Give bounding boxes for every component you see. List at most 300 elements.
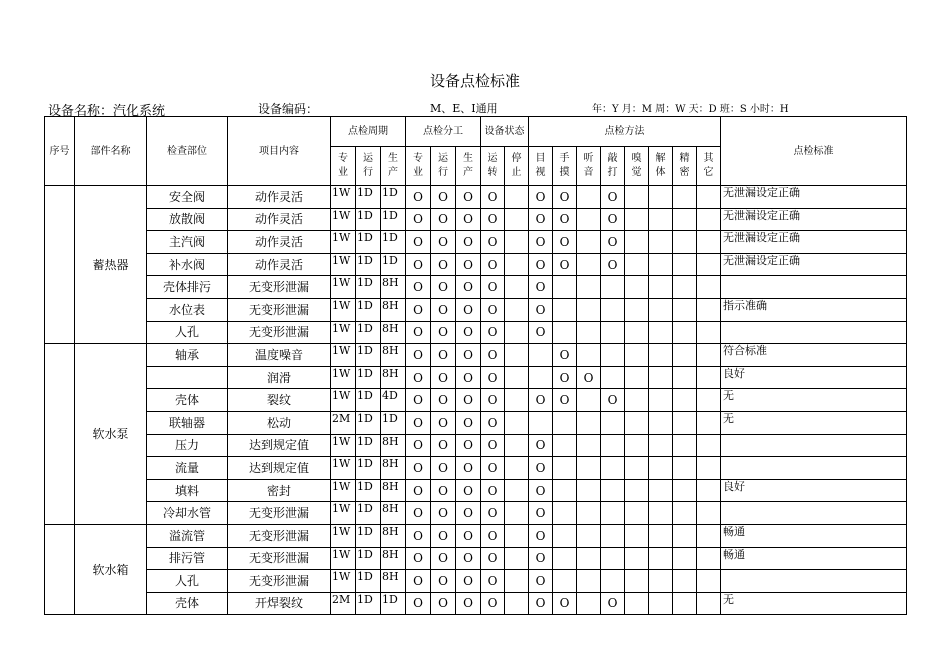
state-mark <box>505 276 529 299</box>
cycle-cell: 1D <box>356 253 381 276</box>
part-cell: 流量 <box>147 457 228 480</box>
method-mark <box>553 321 577 344</box>
part-cell: 压力 <box>147 434 228 457</box>
state-mark <box>505 186 529 209</box>
part-cell: 联轴器 <box>147 411 228 434</box>
division-mark: O <box>456 344 481 367</box>
method-mark <box>625 186 649 209</box>
standard-cell <box>721 276 907 299</box>
method-mark <box>649 231 673 254</box>
cycle-cell: 1D <box>356 208 381 231</box>
item-cell: 无变形泄漏 <box>228 524 331 547</box>
method-mark <box>625 411 649 434</box>
state-mark: O <box>481 389 505 412</box>
division-mark: O <box>406 253 431 276</box>
method-mark: O <box>601 389 625 412</box>
method-mark <box>697 389 721 412</box>
seq-cell <box>45 186 75 344</box>
cycle-cell: 1D <box>356 366 381 389</box>
header-division-group: 点检分工 <box>406 117 481 147</box>
method-mark <box>553 479 577 502</box>
state-mark <box>505 389 529 412</box>
cycle-cell: 1D <box>381 411 406 434</box>
state-mark: O <box>481 479 505 502</box>
method-mark: O <box>529 547 553 570</box>
state-mark: O <box>481 547 505 570</box>
table-row <box>45 592 907 615</box>
division-mark: O <box>406 276 431 299</box>
equipment-name-label: 设备名称： <box>48 104 114 119</box>
method-mark <box>649 186 673 209</box>
method-mark <box>577 231 601 254</box>
division-mark: O <box>456 411 481 434</box>
method-mark: O <box>553 253 577 276</box>
cycle-cell: 8H <box>381 457 406 480</box>
method-mark <box>577 344 601 367</box>
equipment-code-value: M、E、I通用 <box>430 102 498 115</box>
seq-cell <box>45 344 75 525</box>
standard-cell: 符合标准 <box>721 344 907 367</box>
method-mark <box>625 502 649 525</box>
part-cell: 放散阀 <box>147 208 228 231</box>
cycle-cell: 1D <box>356 479 381 502</box>
cycle-cell: 8H <box>381 524 406 547</box>
method-mark: O <box>529 457 553 480</box>
item-cell: 动作灵活 <box>228 186 331 209</box>
method-mark <box>697 366 721 389</box>
method-mark <box>529 411 553 434</box>
component-name: 软水泵 <box>75 344 147 525</box>
division-mark: O <box>456 457 481 480</box>
division-mark: O <box>406 231 431 254</box>
standard-cell: 良好 <box>721 366 907 389</box>
table-row <box>45 389 907 412</box>
cycle-cell: 4D <box>381 389 406 412</box>
state-mark: O <box>481 434 505 457</box>
method-mark <box>577 253 601 276</box>
item-cell: 动作灵活 <box>228 253 331 276</box>
cycle-cell: 1D <box>381 231 406 254</box>
method-mark <box>649 298 673 321</box>
method-mark <box>697 344 721 367</box>
equipment-code-label: 设备编码： <box>258 102 319 116</box>
item-cell: 达到规定值 <box>228 457 331 480</box>
part-cell: 溢流管 <box>147 524 228 547</box>
header-division-2: 生产 <box>456 147 481 186</box>
method-mark <box>553 411 577 434</box>
cycle-cell: 1W <box>331 389 356 412</box>
method-mark <box>625 344 649 367</box>
division-mark: O <box>456 502 481 525</box>
method-mark: O <box>529 592 553 615</box>
division-mark: O <box>406 570 431 593</box>
header-cycle-0: 专业 <box>331 147 356 186</box>
division-mark: O <box>456 321 481 344</box>
method-mark <box>649 547 673 570</box>
state-mark <box>505 208 529 231</box>
method-mark <box>601 457 625 480</box>
method-mark <box>673 524 697 547</box>
method-mark <box>697 457 721 480</box>
standard-cell <box>721 570 907 593</box>
method-mark <box>553 547 577 570</box>
method-mark <box>673 389 697 412</box>
method-mark <box>601 344 625 367</box>
method-mark: O <box>553 231 577 254</box>
state-mark: O <box>481 457 505 480</box>
cycle-cell: 8H <box>381 344 406 367</box>
state-mark: O <box>481 592 505 615</box>
table-row <box>45 366 907 389</box>
method-mark: O <box>601 208 625 231</box>
table-row <box>45 344 907 367</box>
header-method-6: 精密 <box>673 147 697 186</box>
cycle-cell: 8H <box>381 434 406 457</box>
method-mark <box>649 592 673 615</box>
division-mark: O <box>406 298 431 321</box>
header-method-5: 解体 <box>649 147 673 186</box>
header-cycle-2: 生产 <box>381 147 406 186</box>
item-cell: 密封 <box>228 479 331 502</box>
division-mark: O <box>431 479 456 502</box>
method-mark: O <box>529 298 553 321</box>
division-mark: O <box>406 457 431 480</box>
method-mark: O <box>529 253 553 276</box>
cycle-cell: 1D <box>356 411 381 434</box>
method-mark: O <box>601 231 625 254</box>
method-mark <box>649 344 673 367</box>
standard-cell: 畅通 <box>721 524 907 547</box>
division-mark: O <box>456 547 481 570</box>
division-mark: O <box>406 208 431 231</box>
method-mark: O <box>529 389 553 412</box>
method-mark <box>673 479 697 502</box>
method-mark <box>673 457 697 480</box>
method-mark <box>625 298 649 321</box>
method-mark <box>697 479 721 502</box>
cycle-cell: 1W <box>331 524 356 547</box>
method-mark <box>673 366 697 389</box>
cycle-cell: 1D <box>356 547 381 570</box>
method-mark <box>625 457 649 480</box>
item-cell: 动作灵活 <box>228 208 331 231</box>
item-cell: 温度噪音 <box>228 344 331 367</box>
header-state-1: 停止 <box>505 147 529 186</box>
cycle-cell: 1D <box>356 276 381 299</box>
part-cell: 水位表 <box>147 298 228 321</box>
state-mark <box>505 366 529 389</box>
method-mark <box>697 502 721 525</box>
table-row <box>45 253 907 276</box>
cycle-cell: 1W <box>331 479 356 502</box>
method-mark: O <box>529 434 553 457</box>
method-mark <box>625 524 649 547</box>
item-cell: 松动 <box>228 411 331 434</box>
state-mark: O <box>481 524 505 547</box>
cycle-cell: 1W <box>331 457 356 480</box>
method-mark <box>673 547 697 570</box>
division-mark: O <box>456 366 481 389</box>
method-mark: O <box>601 186 625 209</box>
method-mark <box>625 592 649 615</box>
division-mark: O <box>431 570 456 593</box>
part-cell: 填料 <box>147 479 228 502</box>
method-mark <box>577 298 601 321</box>
method-mark <box>601 547 625 570</box>
method-mark <box>625 321 649 344</box>
method-mark <box>553 457 577 480</box>
component-name: 蓄热器 <box>75 186 147 344</box>
method-mark <box>697 208 721 231</box>
cycle-cell: 8H <box>381 366 406 389</box>
method-mark <box>625 253 649 276</box>
division-mark: O <box>406 186 431 209</box>
method-mark <box>625 570 649 593</box>
cycle-cell: 1W <box>331 434 356 457</box>
table-row <box>45 502 907 525</box>
method-mark <box>601 366 625 389</box>
state-mark: O <box>481 231 505 254</box>
part-cell: 轴承 <box>147 344 228 367</box>
header-division-1: 运行 <box>431 147 456 186</box>
method-mark <box>625 547 649 570</box>
cycle-cell: 1W <box>331 208 356 231</box>
header-cycle-1: 运行 <box>356 147 381 186</box>
state-mark <box>505 231 529 254</box>
division-mark: O <box>431 547 456 570</box>
cycle-cell: 8H <box>381 570 406 593</box>
header-standard: 点检标准 <box>721 117 907 186</box>
part-cell: 补水阀 <box>147 253 228 276</box>
method-mark <box>697 253 721 276</box>
state-mark: O <box>481 366 505 389</box>
header-method-0: 目视 <box>529 147 553 186</box>
cycle-cell: 1D <box>356 186 381 209</box>
item-cell: 润滑 <box>228 366 331 389</box>
standard-cell <box>721 434 907 457</box>
division-mark: O <box>456 592 481 615</box>
table-row <box>45 208 907 231</box>
method-mark: O <box>577 366 601 389</box>
method-mark: O <box>529 231 553 254</box>
method-mark <box>577 434 601 457</box>
method-mark <box>601 570 625 593</box>
method-mark: O <box>553 366 577 389</box>
method-mark: O <box>601 253 625 276</box>
state-mark <box>505 434 529 457</box>
item-cell: 无变形泄漏 <box>228 502 331 525</box>
cycle-cell: 1D <box>381 186 406 209</box>
part-cell: 安全阀 <box>147 186 228 209</box>
division-mark: O <box>431 366 456 389</box>
method-mark <box>649 502 673 525</box>
method-mark <box>577 547 601 570</box>
state-mark: O <box>481 570 505 593</box>
method-mark <box>577 208 601 231</box>
method-mark <box>673 186 697 209</box>
method-mark: O <box>553 592 577 615</box>
method-mark <box>553 524 577 547</box>
standard-cell <box>721 321 907 344</box>
cycle-cell: 8H <box>381 276 406 299</box>
method-mark <box>577 321 601 344</box>
method-mark <box>673 344 697 367</box>
method-mark <box>649 389 673 412</box>
standard-cell: 良好 <box>721 479 907 502</box>
state-mark <box>505 253 529 276</box>
division-mark: O <box>431 592 456 615</box>
table-row <box>45 298 907 321</box>
table-row <box>45 231 907 254</box>
header-method-group: 点检方法 <box>529 117 721 147</box>
standard-cell: 无泄漏设定正确 <box>721 186 907 209</box>
method-mark <box>577 389 601 412</box>
cycle-cell: 1W <box>331 344 356 367</box>
standard-cell <box>721 457 907 480</box>
division-mark: O <box>456 479 481 502</box>
method-mark: O <box>529 479 553 502</box>
method-mark <box>625 208 649 231</box>
standard-cell: 畅通 <box>721 547 907 570</box>
method-mark <box>649 434 673 457</box>
standard-cell: 无 <box>721 592 907 615</box>
method-mark <box>577 276 601 299</box>
item-cell: 无变形泄漏 <box>228 321 331 344</box>
standard-cell: 无泄漏设定正确 <box>721 253 907 276</box>
method-mark: O <box>553 208 577 231</box>
cycle-cell: 1D <box>356 570 381 593</box>
state-mark: O <box>481 276 505 299</box>
method-mark <box>649 457 673 480</box>
header-method-3: 敲打 <box>601 147 625 186</box>
division-mark: O <box>406 434 431 457</box>
method-mark <box>697 411 721 434</box>
method-mark <box>625 231 649 254</box>
method-mark <box>625 479 649 502</box>
division-mark: O <box>456 253 481 276</box>
division-mark: O <box>431 253 456 276</box>
header-component: 部件名称 <box>75 117 147 186</box>
division-mark: O <box>406 389 431 412</box>
standard-cell: 指示准确 <box>721 298 907 321</box>
state-mark <box>505 479 529 502</box>
method-mark <box>673 502 697 525</box>
item-cell: 无变形泄漏 <box>228 547 331 570</box>
division-mark: O <box>431 434 456 457</box>
division-mark: O <box>431 524 456 547</box>
seq-cell <box>45 524 75 614</box>
division-mark: O <box>431 389 456 412</box>
cycle-cell: 1W <box>331 321 356 344</box>
standard-cell: 无泄漏设定正确 <box>721 231 907 254</box>
state-mark <box>505 592 529 615</box>
method-mark: O <box>553 186 577 209</box>
cycle-cell: 1D <box>381 208 406 231</box>
method-mark <box>649 321 673 344</box>
division-mark: O <box>406 321 431 344</box>
method-mark: O <box>553 344 577 367</box>
method-mark <box>673 208 697 231</box>
method-mark <box>601 524 625 547</box>
method-mark: O <box>529 321 553 344</box>
division-mark: O <box>406 547 431 570</box>
division-mark: O <box>431 411 456 434</box>
division-mark: O <box>456 186 481 209</box>
state-mark <box>505 547 529 570</box>
method-mark: O <box>601 592 625 615</box>
method-mark <box>601 434 625 457</box>
cycle-cell: 1D <box>356 344 381 367</box>
state-mark <box>505 321 529 344</box>
method-mark <box>697 524 721 547</box>
method-mark <box>649 276 673 299</box>
cycle-cell: 8H <box>381 547 406 570</box>
state-mark: O <box>481 253 505 276</box>
division-mark: O <box>456 276 481 299</box>
state-mark: O <box>481 502 505 525</box>
division-mark: O <box>456 298 481 321</box>
item-cell: 达到规定值 <box>228 434 331 457</box>
method-mark <box>577 457 601 480</box>
method-mark: O <box>529 570 553 593</box>
method-mark <box>553 502 577 525</box>
state-mark: O <box>481 321 505 344</box>
division-mark: O <box>406 524 431 547</box>
method-mark <box>553 276 577 299</box>
method-mark <box>649 366 673 389</box>
division-mark: O <box>456 231 481 254</box>
standard-cell: 无泄漏设定正确 <box>721 208 907 231</box>
cycle-legend: 年：Y 月：M 周：W 天：D 班：S 小时：H <box>592 104 789 115</box>
method-mark <box>649 253 673 276</box>
method-mark <box>577 570 601 593</box>
cycle-cell: 1W <box>331 298 356 321</box>
method-mark <box>601 411 625 434</box>
state-mark <box>505 411 529 434</box>
header-state-0: 运转 <box>481 147 505 186</box>
cycle-cell: 1W <box>331 547 356 570</box>
cycle-cell: 1D <box>381 592 406 615</box>
state-mark <box>505 344 529 367</box>
method-mark <box>697 276 721 299</box>
table-row <box>45 570 907 593</box>
division-mark: O <box>431 231 456 254</box>
header-part: 检查部位 <box>147 117 228 186</box>
method-mark <box>601 479 625 502</box>
equipment-name-value: 汽化系统 <box>113 104 166 119</box>
standard-cell <box>721 502 907 525</box>
method-mark <box>625 389 649 412</box>
division-mark: O <box>406 344 431 367</box>
part-cell <box>147 366 228 389</box>
method-mark <box>649 570 673 593</box>
cycle-cell: 1W <box>331 186 356 209</box>
header-method-2: 听音 <box>577 147 601 186</box>
cycle-cell: 1D <box>356 524 381 547</box>
method-mark: O <box>529 186 553 209</box>
division-mark: O <box>431 208 456 231</box>
method-mark: O <box>529 524 553 547</box>
division-mark: O <box>456 434 481 457</box>
method-mark <box>673 570 697 593</box>
method-mark <box>649 208 673 231</box>
method-mark <box>673 321 697 344</box>
method-mark <box>697 231 721 254</box>
table-row <box>45 547 907 570</box>
method-mark <box>577 186 601 209</box>
division-mark: O <box>456 208 481 231</box>
division-mark: O <box>431 457 456 480</box>
